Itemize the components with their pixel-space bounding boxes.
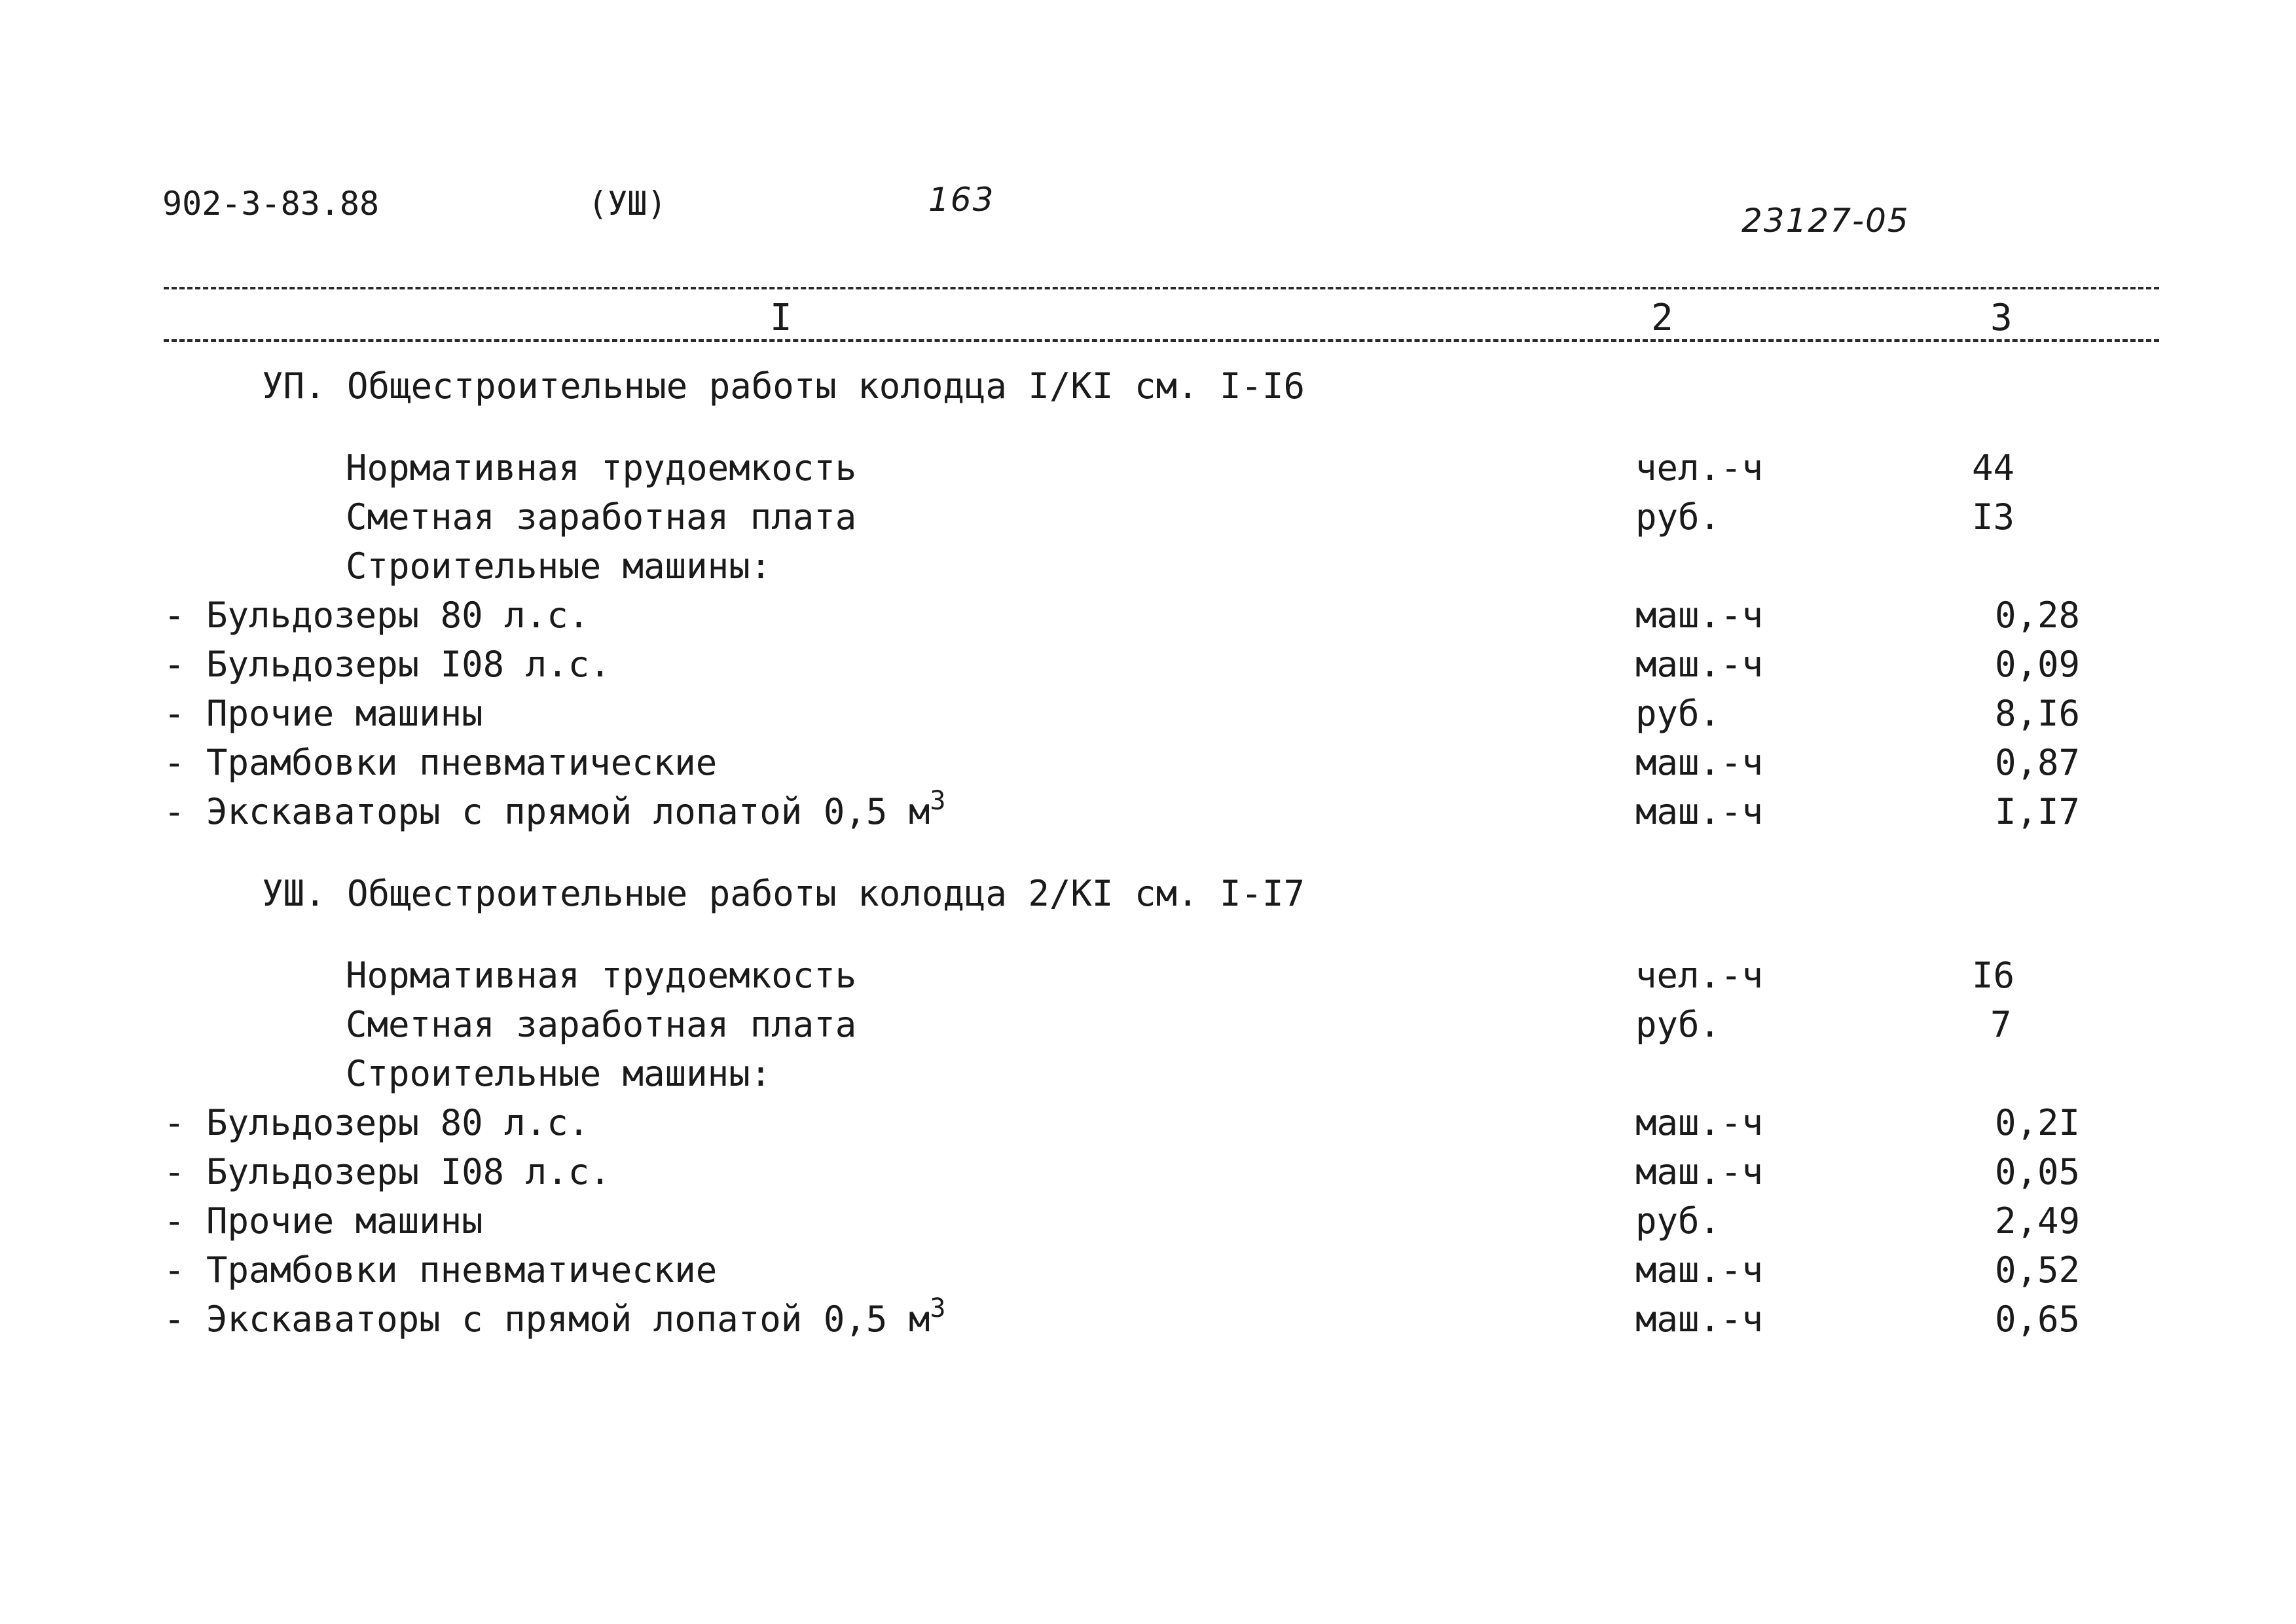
table-row: - Прочие машины руб. 8,I6 bbox=[164, 693, 2080, 734]
doc-code: 902-3-83.88 bbox=[162, 185, 380, 223]
column-header-2: 2 bbox=[1651, 297, 1673, 339]
column-header-1: I bbox=[770, 297, 792, 339]
table-row: - Бульдозеры 80 л.с. маш.-ч 0,28 bbox=[164, 595, 2080, 636]
table-row: - Прочие машины руб. 2,49 bbox=[164, 1200, 2080, 1242]
column-header-3: 3 bbox=[1990, 297, 2013, 339]
table-row: - Трамбовки пневматические маш.-ч 0,52 bbox=[164, 1249, 2080, 1291]
table-row: - Бульдозеры I08 л.с. маш.-ч 0,09 bbox=[164, 644, 2080, 685]
table-row: - Бульдозеры 80 л.с. маш.-ч 0,2I bbox=[164, 1102, 2080, 1143]
album-code: (УШ) bbox=[588, 185, 667, 223]
section-title: УП. Общестроительные работы колодца I/КI см. I-I6 bbox=[262, 365, 1305, 407]
table-row: - Экскаваторы с прямой лопатой 0,5 $м^3$ маш.-ч I,I7 bbox=[164, 786, 2080, 832]
page-number: 163 bbox=[928, 181, 995, 219]
list-item: Сметная заработная плата руб. I3 bbox=[346, 496, 2015, 538]
list-item: Нормативная трудоемкость чел.-ч I6 bbox=[346, 955, 2015, 996]
header-rule-bottom bbox=[164, 339, 2159, 342]
list-item: Строительные машины: bbox=[346, 1053, 772, 1094]
list-item: Строительные машины: bbox=[346, 545, 772, 587]
table-row: - Трамбовки пневматические маш.-ч 0,87 bbox=[164, 742, 2080, 783]
list-item: Сметная заработная плата руб. 7 bbox=[346, 1004, 2012, 1045]
section-title: УШ. Общестроительные работы колодца 2/КI см. I-I7 bbox=[262, 873, 1305, 914]
table-row: - Экскаваторы с прямой лопатой 0,5 $м^3$ маш.-ч 0,65 bbox=[164, 1293, 2080, 1340]
header-rule-top bbox=[164, 287, 2159, 289]
inventory-number: 23127-05 bbox=[1741, 202, 1910, 240]
list-item: Нормативная трудоемкость чел.-ч 44 bbox=[346, 447, 2015, 489]
table-row: - Бульдозеры I08 л.с. маш.-ч 0,05 bbox=[164, 1151, 2080, 1192]
